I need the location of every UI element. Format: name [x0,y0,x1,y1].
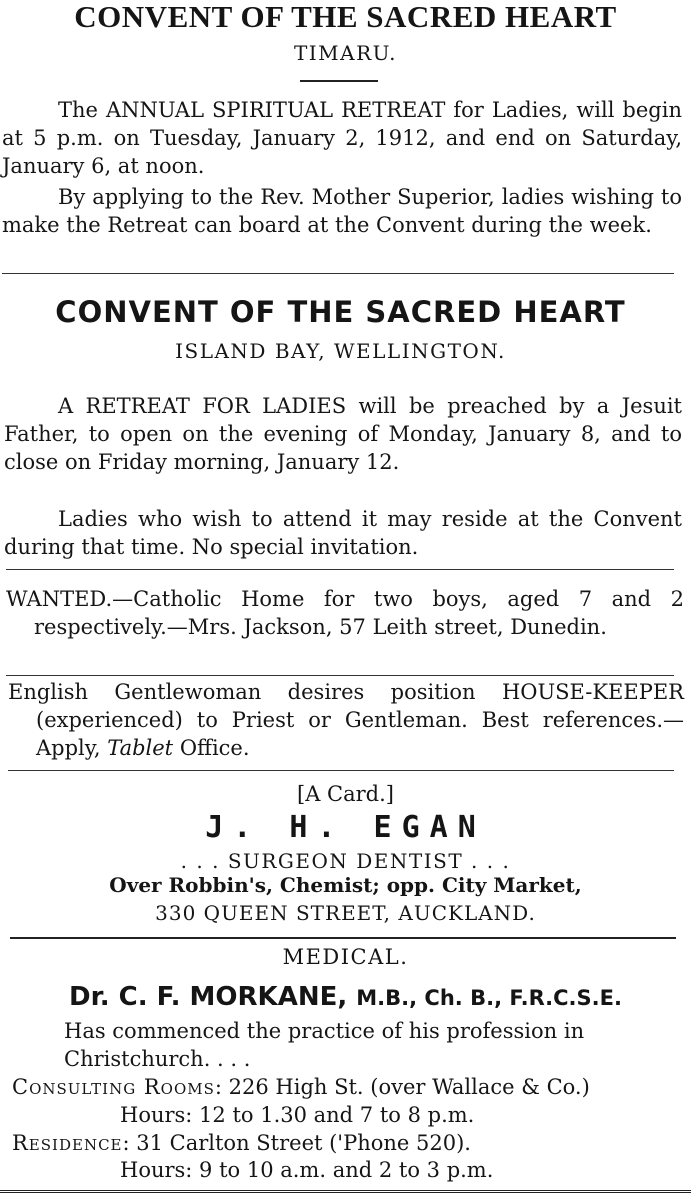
doctor-name: Dr. C. F. MORKANE, [69,982,348,1012]
gentlewoman-office: Office. [173,736,250,760]
egan-address-line-2: 330 QUEEN STREET, AUCKLAND. [155,901,536,925]
divider-3 [6,675,674,676]
residence-value: : 31 Carlton Street ('Phone 520). [122,1131,471,1155]
consulting-value: : 226 High St. (over Wallace & Co.) [214,1075,590,1099]
divider-4 [8,770,674,771]
divider-1 [2,273,674,274]
island-bay-paragraph-2: Ladies who wish to attend it may reside at the Convent during that time. No special invitation. [4,507,682,559]
divider-5 [10,937,676,939]
island-bay-title: CONVENT OF THE SACRED HEART [55,295,626,329]
residence-hours: Hours: 9 to 10 a.m. and 2 to 3 p.m. [120,1158,494,1182]
egan-address-line-1: Over Robbin's, Chemist; opp. City Market, [109,873,582,897]
island-bay-paragraph-1: A RETREAT FOR LADIES will be preached by a Jesuit Father, to open on the evening of Monday, January 8, and to close on Friday morning, January 12. [4,394,682,474]
tablet-word: Tablet [107,736,174,760]
timaru-place: TIMARU. [293,41,398,65]
medical-practice: Has commenced the practice of his profession in Christchurch. . . . [64,1019,585,1071]
divider-2 [6,569,674,570]
egan-profession: . . . SURGEON DENTIST . . . [180,849,511,873]
timaru-short-rule [300,80,378,82]
gentlewoman-text: English Gentlewoman desires position HOUSE-KEEPER (experienced) to Priest or Gentleman. Best references.—Apply, [8,680,684,760]
island-bay-place: ISLAND BAY, WELLINGTON. [175,339,506,363]
ad-wanted: WANTED.—Catholic Home for two boys, aged 7 and 2 respectively.—Mrs. Jackson, 57 Leith street, Dunedin. [6,587,684,639]
card-heading: [A Card.] [297,782,394,806]
consulting-hours: Hours: 12 to 1.30 and 7 to 8 p.m. [120,1103,475,1127]
consulting-rooms-line [12,1073,691,1101]
timaru-paragraph-1: The ANNUAL SPIRITUAL RETREAT for Ladies, will begin at 5 p.m. on Tuesday, January 2, 1912, and end on Saturday, January 6, at noon. [2,98,682,178]
bottom-rule [0,1190,691,1193]
residence-line [12,1129,691,1157]
egan-name: J. H. EGAN [205,810,486,845]
doctor-degrees: M.B., Ch. B., F.R.C.S.E. [356,986,622,1010]
medical-heading: MEDICAL. [282,945,409,969]
consulting-label: Consulting Rooms [12,1075,215,1099]
residence-label: Residence [12,1131,123,1155]
ad-gentlewoman [8,678,684,762]
timaru-paragraph-2: By applying to the Rev. Mother Superior, ladies wishing to make the Retreat can board at the Convent during the week. [2,185,682,237]
doctor-name-line [0,980,691,1015]
timaru-title: CONVENT OF THE SACRED HEART [74,0,617,34]
